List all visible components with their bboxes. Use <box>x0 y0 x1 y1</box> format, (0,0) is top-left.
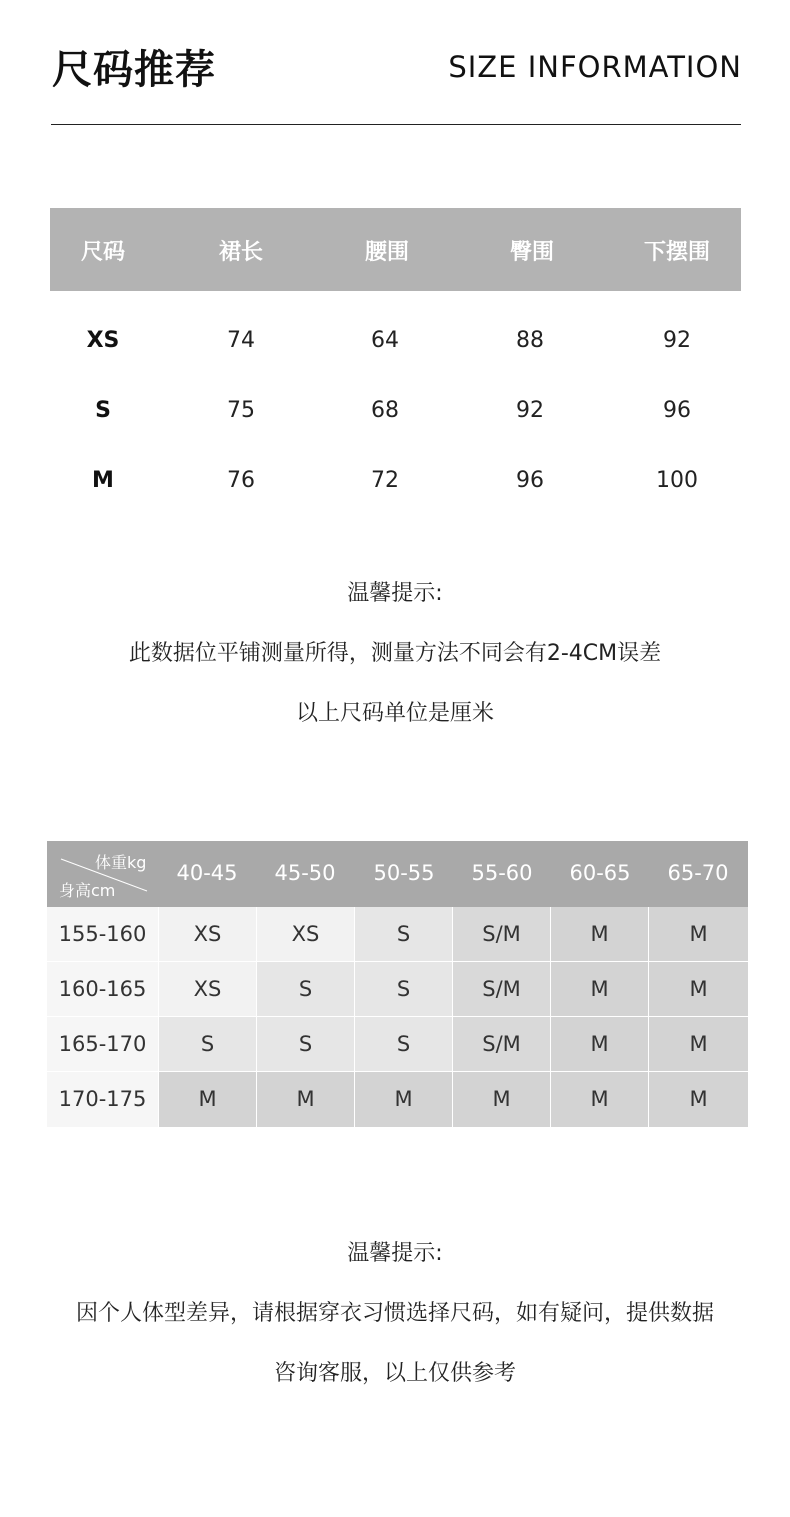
size-cell: S/M <box>453 907 551 962</box>
measure-table-header <box>50 208 741 291</box>
weight-label: 体重kg <box>95 853 147 872</box>
corner-cell <box>47 841 158 907</box>
size-cell: M <box>551 907 649 962</box>
size-cell: M <box>453 1072 551 1127</box>
size-cell: XS <box>159 962 257 1017</box>
size-cell: XS <box>257 907 355 962</box>
size-cell: S/M <box>453 1017 551 1072</box>
height-label: 身高cm <box>59 881 116 900</box>
column-header: 臀围 <box>509 240 555 265</box>
size-cell: M <box>551 1017 649 1072</box>
table-header <box>47 841 748 907</box>
value-cell: 92 <box>516 398 544 423</box>
height-range-cell: 160-165 <box>47 962 159 1017</box>
page-title: 尺码推荐 <box>52 47 216 93</box>
size-cell: M <box>551 962 649 1017</box>
value-cell: 72 <box>371 468 399 493</box>
size-cell: M <box>159 1072 257 1127</box>
value-cell: 74 <box>227 328 255 353</box>
height-range-cell: 170-175 <box>47 1072 159 1127</box>
size-cell: M <box>649 1017 748 1072</box>
weight-range-header: 60-65 <box>569 861 631 885</box>
note-text: 以上尺码单位是厘米 <box>295 701 494 726</box>
weight-range-header: 40-45 <box>176 861 238 885</box>
height-range-cell: 165-170 <box>47 1017 159 1072</box>
size-cell: M <box>92 468 114 493</box>
note-heading: 温馨提示: <box>347 581 443 606</box>
weight-range-header: 50-55 <box>373 861 435 885</box>
size-cell: S <box>159 1017 257 1072</box>
weight-range-header: 55-60 <box>471 861 533 885</box>
size-cell: M <box>257 1072 355 1127</box>
note-text: 咨询客服，以上仅供参考 <box>273 1361 516 1386</box>
weight-range-header: 45-50 <box>274 861 336 885</box>
table-row <box>50 322 741 362</box>
height-range-cell: 155-160 <box>47 907 159 962</box>
note-text: 此数据位平铺测量所得，测量方法不同会有2-4CM误差 <box>128 641 662 666</box>
size-cell: M <box>649 962 748 1017</box>
size-cell: M <box>551 1072 649 1127</box>
value-cell: 88 <box>516 328 544 353</box>
column-header: 腰围 <box>364 240 410 265</box>
column-header: 裙长 <box>218 240 264 265</box>
size-cell: S <box>355 1017 453 1072</box>
table-row <box>50 392 741 432</box>
size-cell: S/M <box>453 962 551 1017</box>
note-heading: 温馨提示: <box>347 1241 443 1266</box>
weight-range-header: 65-70 <box>667 861 729 885</box>
page-subtitle: SIZE INFORMATION <box>448 50 742 84</box>
column-header: 下摆围 <box>643 240 711 265</box>
table-row <box>50 462 741 502</box>
value-cell: 96 <box>516 468 544 493</box>
size-cell: S <box>257 962 355 1017</box>
size-cell: M <box>355 1072 453 1127</box>
note-text: 因个人体型差异，请根据穿衣习惯选择尺码，如有疑问，提供数据 <box>75 1301 714 1326</box>
size-cell: M <box>649 1072 748 1127</box>
value-cell: 92 <box>663 328 691 353</box>
size-cell: S <box>355 907 453 962</box>
size-cell: XS <box>159 907 257 962</box>
divider <box>51 124 741 125</box>
size-cell: S <box>257 1017 355 1072</box>
value-cell: 76 <box>227 468 255 493</box>
size-cell: S <box>95 398 111 423</box>
value-cell: 75 <box>227 398 255 423</box>
size-cell: S <box>355 962 453 1017</box>
size-cell: M <box>649 907 748 962</box>
value-cell: 64 <box>371 328 399 353</box>
size-cell: XS <box>86 328 120 353</box>
value-cell: 100 <box>656 468 698 493</box>
column-header: 尺码 <box>80 240 126 265</box>
value-cell: 96 <box>663 398 691 423</box>
value-cell: 68 <box>371 398 399 423</box>
